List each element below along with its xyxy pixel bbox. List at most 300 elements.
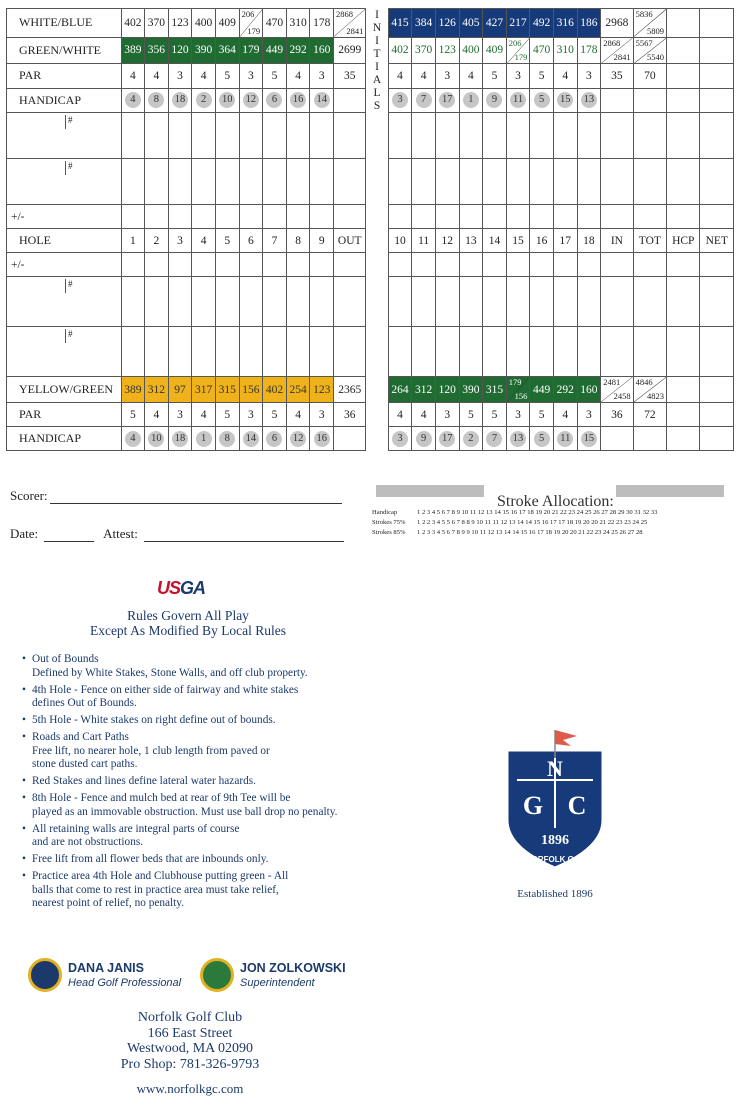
row-label: YELLOW/GREEN [7,377,122,403]
empty-cell [667,88,700,112]
hole-value: 5 [215,403,239,427]
score-cell[interactable] [601,277,633,327]
hole-value: 310 [553,37,577,64]
score-cell[interactable] [310,253,334,277]
out-total [334,9,366,38]
row-label: HOLE [7,229,122,253]
score-cell[interactable] [239,205,263,229]
net-label: NET [700,229,734,253]
handicap-value: 12 [290,431,306,447]
score-cell[interactable] [577,159,601,205]
score-cell[interactable] [459,277,483,327]
score-cell[interactable] [192,327,216,377]
split-value-bottom: 2841 [613,52,631,63]
hole-number: 14 [483,229,507,253]
score-cell[interactable] [145,159,169,205]
score-cell[interactable] [633,205,666,229]
handicap-value: 18 [172,92,188,108]
score-cell[interactable] [506,327,530,377]
score-cell[interactable] [483,327,507,377]
score-cell[interactable] [215,113,239,159]
player-score-row [7,159,734,205]
hole-number: 15 [506,229,530,253]
score-cell[interactable] [601,327,633,377]
hcp-cell [667,37,700,64]
score-cell[interactable] [577,205,601,229]
local-rule-line: • Red Stakes and lines define lateral water hazards. [32,775,256,787]
initials-column [366,205,388,229]
score-cell[interactable] [412,327,436,377]
score-cell[interactable] [601,253,633,277]
hole-value: 3 [506,403,530,427]
score-cell[interactable] [459,113,483,159]
hole-number: 6 [239,229,263,253]
local-rule-item [22,853,362,867]
score-cell[interactable] [215,253,239,277]
score-cell[interactable] [286,327,310,377]
score-cell[interactable] [435,113,459,159]
hole-number: 11 [412,229,436,253]
handicap-value: 4 [125,431,141,447]
address-line: Westwood, MA 02090 [126,1041,254,1056]
hole-value: 409 [483,37,507,64]
handicap-cell [412,88,436,112]
handicap-cell [530,427,554,451]
tee-row-white-blue [7,9,734,38]
hcp-cell [667,64,700,88]
player-score-row [7,113,734,159]
hole-value: 4 [412,64,436,88]
score-cell[interactable] [633,159,666,205]
initials-letter: N [372,21,382,34]
out-total [334,88,366,112]
score-cell[interactable] [667,253,700,277]
row-label: GREEN/WHITE [7,37,122,64]
score-cell[interactable] [334,277,366,327]
score-cell[interactable] [700,253,734,277]
score-cell[interactable] [388,205,412,229]
score-cell[interactable] [168,205,192,229]
score-cell[interactable] [310,327,334,377]
score-cell[interactable] [121,253,145,277]
score-cell[interactable] [168,159,192,205]
score-cell[interactable] [310,159,334,205]
out-total: 2365 [334,377,366,403]
hole-number: 7 [263,229,287,253]
split-value-bottom: 2841 [346,25,364,36]
hole-value: 415 [388,9,412,38]
score-cell[interactable] [263,277,287,327]
hole-number: 12 [435,229,459,253]
handicap-cell [459,427,483,451]
hole-value: 292 [553,377,577,403]
split-value-top: 2868 [336,9,353,19]
player-name-cell[interactable] [7,113,122,159]
handicap-cell [215,88,239,112]
score-cell[interactable] [530,159,554,205]
hole-value: 126 [435,9,459,38]
score-cell[interactable] [145,327,169,377]
date-line[interactable] [44,528,94,542]
score-cell[interactable] [700,159,734,205]
score-cell[interactable] [121,159,145,205]
total: 72 [633,403,666,427]
score-cell[interactable] [145,205,169,229]
score-cell[interactable] [121,113,145,159]
handicap-value: 9 [416,431,432,447]
initials-letter: I [375,8,379,21]
score-cell[interactable] [553,113,577,159]
date-label: Date: [10,526,39,541]
hole-number: 2 [145,229,169,253]
hole-value: 409 [215,9,239,38]
score-cell[interactable] [215,327,239,377]
score-cell[interactable] [412,277,436,327]
initials-column [366,427,388,451]
hole-value: 5 [483,64,507,88]
score-cell[interactable] [483,159,507,205]
score-cell[interactable] [700,113,734,159]
handicap-cell [506,427,530,451]
score-cell[interactable] [667,205,700,229]
score-cell[interactable] [530,277,554,327]
score-cell[interactable] [459,327,483,377]
handicap-value: 9 [486,92,502,108]
handicap-value: 2 [196,92,212,108]
handicap-value: 7 [416,92,432,108]
score-cell[interactable] [168,253,192,277]
local-rules-list [22,653,362,914]
row-label: HANDICAP [7,427,122,451]
score-cell[interactable] [168,277,192,327]
score-cell[interactable] [483,113,507,159]
score-cell[interactable] [667,327,700,377]
score-cell[interactable] [601,159,633,205]
handicap-cell [577,427,601,451]
score-cell[interactable] [334,159,366,205]
score-cell[interactable] [239,159,263,205]
hcp-cell [667,403,700,427]
score-cell[interactable] [286,277,310,327]
hole-number: 5 [215,229,239,253]
hole-value: 364 [215,37,239,64]
score-cell[interactable] [435,327,459,377]
local-rule-line: Defined by White Stakes, Stone Walls, and off club property. [32,666,308,679]
handicap-cell [192,88,216,112]
tot-label: TOT [633,229,666,253]
score-cell[interactable] [601,205,633,229]
score-cell[interactable] [553,277,577,327]
score-cell[interactable] [388,277,412,327]
hole-value: 3 [577,64,601,88]
handicap-cell [145,88,169,112]
score-cell[interactable] [192,205,216,229]
score-cell[interactable] [334,113,366,159]
score-cell[interactable] [215,159,239,205]
split-value-top: 206 [508,37,522,48]
row-label: +/- [7,253,122,277]
split-value-bottom: 2458 [613,391,631,401]
score-cell[interactable] [121,277,145,327]
stroke-bar-left [376,485,484,497]
local-rule-line: and are not obstructions. [32,836,144,848]
score-cell[interactable] [435,159,459,205]
staff-pro [28,958,181,992]
local-rule-line: played as an immovable obstruction. Must use ball drop no penalty. [32,805,338,818]
svg-text:1896: 1896 [541,833,569,848]
score-cell[interactable] [192,159,216,205]
score-cell[interactable] [215,205,239,229]
score-cell[interactable] [121,327,145,377]
hole-value: 389 [121,377,145,403]
score-cell[interactable] [286,113,310,159]
hole-value: 217 [506,9,530,38]
local-rule-line: Free lift, no nearer hole, 1 club length from paved or [32,744,270,757]
score-cell[interactable] [530,113,554,159]
score-cell[interactable] [506,113,530,159]
handicap-cell [310,427,334,451]
score-cell[interactable] [667,113,700,159]
score-cell[interactable] [506,205,530,229]
hole-value: 384 [412,9,436,38]
score-cell[interactable] [601,113,633,159]
out-total: 2699 [334,37,366,64]
score-cell[interactable] [633,253,666,277]
hole-value: 389 [121,37,145,64]
player-score-row [7,277,734,327]
score-cell[interactable] [168,113,192,159]
handicap-value: 3 [392,92,408,108]
score-cell[interactable] [192,277,216,327]
stroke-row-key: Handicap [372,509,398,516]
player-name-cell[interactable] [7,327,122,377]
hole-value: 4 [145,403,169,427]
score-cell[interactable] [459,205,483,229]
scorer-line[interactable] [50,490,342,504]
stroke-allocation [372,485,728,538]
hole-value: 4 [145,64,169,88]
score-cell[interactable] [483,277,507,327]
initials-column [366,229,388,253]
initials-column [366,113,388,159]
score-cell[interactable] [530,253,554,277]
hole-value: 3 [168,403,192,427]
scorecard-table [6,8,734,451]
score-cell[interactable] [263,159,287,205]
score-cell[interactable] [263,205,287,229]
player-name-cell[interactable] [7,159,122,205]
score-cell[interactable] [412,159,436,205]
split-value-top: 2481 [603,377,621,387]
score-cell[interactable] [388,253,412,277]
hash-mark: # [65,329,73,343]
hash-mark: # [65,161,73,175]
score-cell[interactable] [483,205,507,229]
score-cell[interactable] [286,159,310,205]
in-label: IN [601,229,633,253]
handicap-value: 13 [510,431,526,447]
split-value-top: 5567 [635,37,653,48]
attest-line[interactable] [144,528,344,542]
score-cell[interactable] [412,113,436,159]
score-cell[interactable] [530,205,554,229]
hole-value: 5 [483,403,507,427]
initials-letter: S [373,99,381,112]
out-label: OUT [334,229,366,253]
score-cell[interactable] [145,253,169,277]
handicap-value: 15 [557,92,573,108]
score-cell[interactable] [577,253,601,277]
hole-value: 312 [412,377,436,403]
score-cell[interactable] [239,253,263,277]
score-cell[interactable] [263,327,287,377]
score-cell[interactable] [483,253,507,277]
score-cell[interactable] [700,327,734,377]
hole-value: 264 [388,377,412,403]
hole-value: 316 [553,9,577,38]
score-cell[interactable] [577,113,601,159]
score-cell[interactable] [334,253,366,277]
handicap-cell [286,427,310,451]
score-cell[interactable] [667,159,700,205]
row-label: PAR [7,403,122,427]
score-cell[interactable] [121,205,145,229]
hole-value: 427 [483,9,507,38]
hole-value: 315 [483,377,507,403]
website-link[interactable]: www.norfolkgc.com [136,1081,244,1096]
hole-value: 3 [310,64,334,88]
handicap-cell [553,88,577,112]
handicap-cell [506,88,530,112]
score-cell[interactable] [700,205,734,229]
gcsaa-emblem-icon [200,958,234,992]
score-cell[interactable] [530,327,554,377]
hole-value: 160 [577,377,601,403]
in-total: 2968 [601,9,633,38]
score-cell[interactable] [577,277,601,327]
score-cell[interactable] [263,113,287,159]
score-cell[interactable] [412,205,436,229]
score-cell[interactable] [215,277,239,327]
handicap-cell [530,88,554,112]
score-cell[interactable] [263,253,287,277]
score-cell[interactable] [168,327,192,377]
score-cell[interactable] [239,113,263,159]
stroke-row-key: Strokes 75% [372,519,406,526]
score-cell[interactable] [435,253,459,277]
score-cell[interactable] [310,113,334,159]
hole-value: 292 [286,37,310,64]
handicap-cell [388,88,412,112]
split-value-bottom: 179 [247,25,261,36]
club-address [90,1010,290,1072]
score-cell[interactable] [388,113,412,159]
score-cell[interactable] [553,159,577,205]
hole-value: 370 [145,9,169,38]
score-cell[interactable] [412,253,436,277]
hole-number-row [7,229,734,253]
score-cell[interactable] [459,253,483,277]
score-cell[interactable] [667,277,700,327]
established-text: Established 1896 [517,888,593,900]
hole-value: 5 [530,403,554,427]
empty-cell [633,88,666,112]
hole-value: 4 [192,64,216,88]
score-cell[interactable] [577,327,601,377]
empty-cell [700,427,734,451]
score-cell[interactable] [388,327,412,377]
handicap-cell [168,427,192,451]
split-value-bottom: 4823 [647,391,665,401]
score-cell[interactable] [553,205,577,229]
hole-value: 315 [215,377,239,403]
initials-column [366,327,388,377]
score-cell[interactable] [700,277,734,327]
score-cell[interactable] [192,113,216,159]
handicap-value: 15 [581,431,597,447]
score-cell[interactable] [145,277,169,327]
in-total [601,377,633,403]
hole-value: 97 [168,377,192,403]
initials-column [366,253,388,277]
score-cell[interactable] [145,113,169,159]
player-name-cell[interactable] [7,277,122,327]
score-cell[interactable] [633,113,666,159]
score-cell[interactable] [435,277,459,327]
row-label: HANDICAP [7,88,122,112]
score-cell[interactable] [388,159,412,205]
score-cell[interactable] [310,205,334,229]
score-cell[interactable] [192,253,216,277]
score-cell[interactable] [633,327,666,377]
score-cell[interactable] [553,253,577,277]
initials-column [366,277,388,327]
handicap-cell [215,427,239,451]
handicap-cell [388,427,412,451]
hole-value: 317 [192,377,216,403]
hole-yardage-split [506,377,530,403]
pga-emblem-icon [28,958,62,992]
score-cell[interactable] [506,277,530,327]
score-cell[interactable] [239,327,263,377]
handicap-cell [286,88,310,112]
hole-number: 18 [577,229,601,253]
hole-value: 3 [435,64,459,88]
score-cell[interactable] [310,277,334,327]
score-cell[interactable] [506,159,530,205]
score-cell[interactable] [334,327,366,377]
handicap-cell [483,88,507,112]
svg-text:C: C [567,791,587,820]
score-cell[interactable] [633,277,666,327]
hole-value: 4 [388,64,412,88]
split-value-top: 2868 [603,37,621,48]
address-line: 166 East Street [147,1025,233,1041]
score-cell[interactable] [286,253,310,277]
score-cell[interactable] [334,205,366,229]
handicap-cell [145,427,169,451]
score-cell[interactable] [286,205,310,229]
score-cell[interactable] [553,327,577,377]
score-cell[interactable] [506,253,530,277]
score-cell[interactable] [239,277,263,327]
norfolk-gc-crest-logo [505,728,605,878]
split-value-bottom: 179 [514,52,528,63]
hole-number: 4 [192,229,216,253]
score-cell[interactable] [435,205,459,229]
hole-value: 4 [412,403,436,427]
score-cell[interactable] [459,159,483,205]
